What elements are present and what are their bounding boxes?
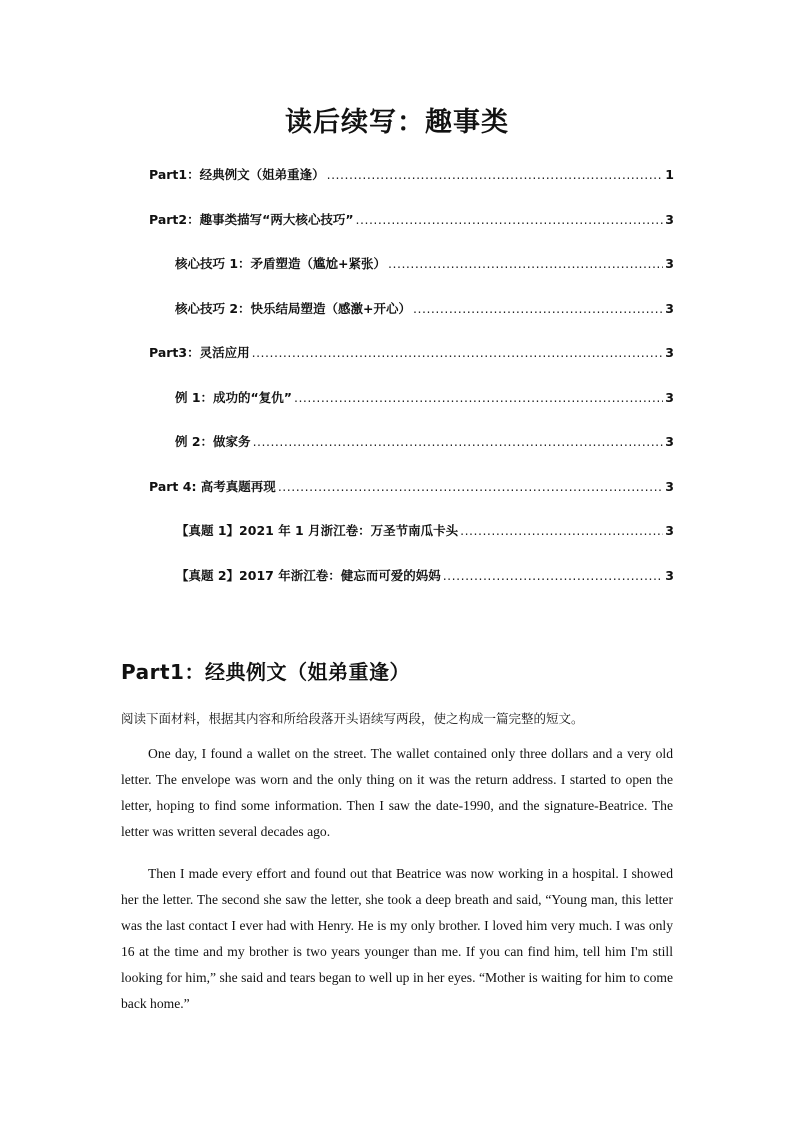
toc-page-number: 3 — [665, 256, 674, 271]
toc-entry-technique-2[interactable] — [175, 300, 674, 318]
toc-leader-dots — [460, 522, 663, 540]
toc-entry-part4[interactable] — [149, 478, 674, 496]
toc-leader-dots — [356, 211, 664, 229]
toc-entry-part3[interactable] — [149, 344, 674, 362]
toc-entry-exam-2[interactable] — [176, 567, 674, 585]
toc-entry-technique-1[interactable] — [175, 255, 674, 273]
toc-leader-dots — [278, 478, 663, 496]
toc-leader-dots — [443, 567, 664, 585]
toc-page-number: 3 — [665, 301, 674, 316]
toc-entry-part2[interactable] — [149, 211, 674, 229]
toc-page-number: 3 — [665, 345, 674, 360]
toc-page-number: 1 — [665, 167, 674, 182]
toc-leader-dots — [294, 389, 663, 407]
toc-entry-label: 【真题 1】2021 年 1 月浙江卷：万圣节南瓜卡头 — [176, 523, 459, 538]
story-paragraph-1: One day, I found a wallet on the street. The wallet contained only three dollars and a very old letter. The envelope was worn and the only thing on it was the return address. I started to open the letter, hoping to find some information. Then I saw the date-1990, and the signature-Beatrice. The letter was written several decades ago. — [121, 746, 673, 839]
toc-entry-label: Part3：灵活应用 — [149, 345, 250, 360]
toc-leader-dots — [253, 433, 664, 451]
toc-page-number: 3 — [665, 479, 674, 494]
toc-entry-label: 例 2：做家务 — [175, 434, 251, 449]
toc-entry-part1[interactable] — [149, 166, 674, 184]
toc-entry-example-2[interactable] — [175, 433, 674, 451]
toc-entry-label: Part 4: 高考真题再现 — [149, 479, 276, 494]
toc-entry-exam-1[interactable] — [176, 522, 674, 540]
toc-page-number: 3 — [665, 212, 674, 227]
document-title: 读后续写：趣事类 — [285, 107, 509, 138]
toc-entry-label: 核心技巧 1：矛盾塑造（尴尬+紧张） — [175, 256, 387, 271]
toc-leader-dots — [327, 166, 664, 184]
toc-leader-dots — [252, 344, 664, 362]
toc-leader-dots — [413, 300, 663, 318]
toc-page-number: 3 — [665, 390, 674, 405]
toc-page-number: 3 — [665, 434, 674, 449]
toc-page-number: 3 — [665, 568, 674, 583]
toc-entry-label: 【真题 2】2017 年浙江卷：健忘而可爱的妈妈 — [176, 568, 441, 583]
instruction-text: 阅读下面材料，根据其内容和所给段落开头语续写两段，使之构成一篇完整的短文。 — [121, 711, 584, 726]
toc-entry-label: Part2：趣事类描写“两大核心技巧” — [149, 212, 354, 227]
toc-leader-dots — [388, 255, 663, 273]
story-paragraph-2: Then I made every effort and found out that Beatrice was now working in a hospital. I showed her the letter. The second she saw the letter, she took a deep breath and said, “Young man, this letter was the last contact I ever had with Henry. He is my only brother. I loved him very much. I was only 16 at the time and my brother is two years younger than me. If you can find him, tell him I'm still looking for him,” she said and tears began to well up in her eyes. “Mother is waiting for him to come back home.” — [121, 866, 673, 1011]
toc-entry-label: 例 1：成功的“复仇” — [175, 390, 292, 405]
section-heading: Part1：经典例文（姐弟重逢） — [121, 660, 410, 684]
toc-entry-label: 核心技巧 2：快乐结局塑造（感激+开心） — [175, 301, 412, 316]
toc-entry-example-1[interactable] — [175, 389, 674, 407]
toc-entry-label: Part1：经典例文（姐弟重逢） — [149, 167, 325, 182]
toc-page-number: 3 — [665, 523, 674, 538]
